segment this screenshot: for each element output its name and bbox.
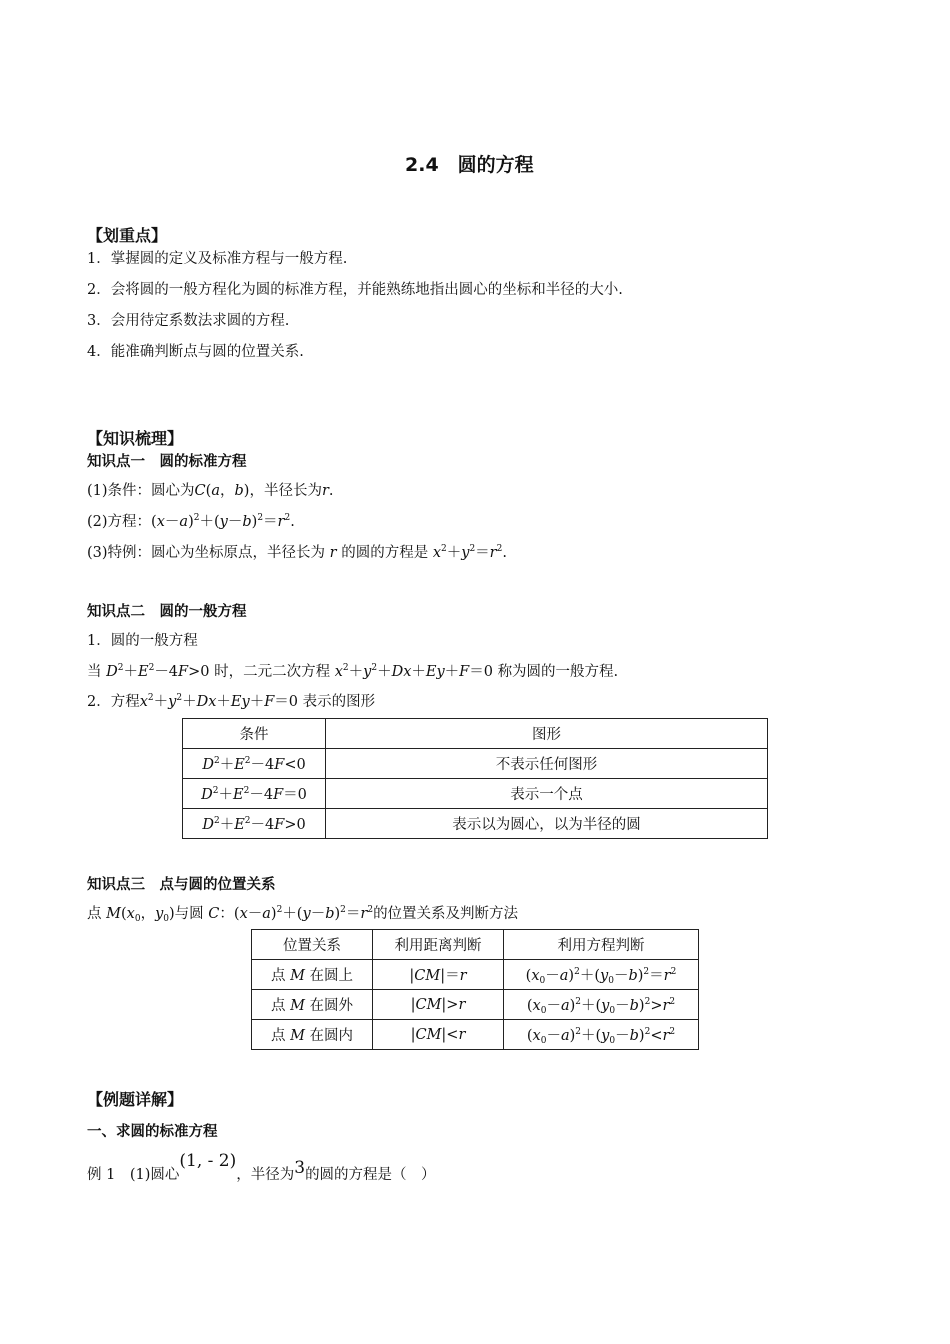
equation-cell: $(x_0-a)^2+(y_0-b)^2>r^2$ — [504, 990, 699, 1020]
table-row — [252, 960, 699, 990]
key-point-4: 4．能准确判断点与圆的位置关系. — [87, 344, 304, 360]
header-cell: 图形 — [326, 719, 768, 749]
kp1-special — [87, 541, 507, 562]
header-cell: 条件 — [183, 719, 326, 749]
example-label: 例 1 (1)圆心 — [87, 1167, 180, 1183]
kp2-line-mid: 时，二元二次方程 — [214, 664, 331, 680]
example-1-line — [87, 1151, 436, 1184]
table-row — [183, 779, 768, 809]
kp2-line-suffix: 称为圆的一般方程. — [497, 664, 619, 680]
key-points-heading: 【划重点】 — [87, 226, 168, 245]
header-cell: 利用方程判断 — [504, 930, 699, 960]
example-center: (1, - 2) — [179, 1151, 237, 1171]
equation-cell: $(x_0-a)^2+(y_0-b)^2<r^2$ — [504, 1020, 699, 1050]
kp2-sub2-formula: $x^2+y^2+Dx+Ey+F=0$ — [139, 693, 303, 710]
knowledge-heading: 【知识梳理】 — [87, 429, 184, 448]
examples-subheading: 一、求圆的标准方程 — [87, 1124, 218, 1140]
kp2-table — [182, 718, 768, 839]
kp1-special-prefix: (3)特例：圆心为坐标原点，半径长为 — [87, 545, 326, 561]
kp2-title: 知识点二 圆的一般方程 — [87, 604, 247, 620]
kp1-eq-formula: $(x-a)^2+(y-b)^2=r^2$. — [151, 513, 295, 530]
kp1-special-mid: 的圆的方程是 — [341, 545, 429, 561]
kp1-condition — [87, 479, 334, 500]
kp3-point-formula: $M(x_0$，$y_0$) — [106, 906, 175, 924]
examples-heading: 【例题详解】 — [87, 1090, 184, 1109]
table-row — [252, 1020, 699, 1050]
example-mid: ，半径为 — [236, 1167, 295, 1183]
header-cell: 利用距离判断 — [373, 930, 504, 960]
kp1-radius-formula: r. — [321, 483, 334, 499]
kp3-title: 知识点三 点与圆的位置关系 — [87, 877, 276, 893]
condition-cell: $D^2+E^2-4F=0$ — [183, 779, 326, 809]
kp2-sub2-suffix: 表示的图形 — [302, 694, 376, 710]
kp2-condition-formula: $D^2+E^2-4F>0$ — [106, 663, 215, 680]
kp2-general-formula: $x^2+y^2+Dx+Ey+F=0$ — [334, 663, 498, 680]
shape-cell: 不表示任何图形 — [326, 749, 768, 779]
position-cell: 点 M 在圆内 — [252, 1020, 373, 1050]
kp2-general-line — [87, 660, 618, 681]
key-point-3: 3．会用待定系数法求圆的方程. — [87, 313, 290, 329]
header-cell: 位置关系 — [252, 930, 373, 960]
equation-cell: $(x_0-a)^2+(y_0-b)^2=r^2$ — [504, 960, 699, 990]
kp1-equation — [87, 510, 295, 531]
table-row — [252, 990, 699, 1020]
kp3-table — [251, 929, 699, 1050]
kp1-eq-prefix: (2)方程： — [87, 514, 152, 530]
kp1-title: 知识点一 圆的标准方程 — [87, 454, 247, 470]
position-cell: 点 M 在圆上 — [252, 960, 373, 990]
table-header-row — [252, 930, 699, 960]
condition-cell: $D^2+E^2-4F>0$ — [183, 809, 326, 839]
distance-cell: |CM|>r — [373, 990, 504, 1020]
kp3-intro-c: 的位置关系及判断方法 — [373, 906, 519, 922]
kp3-circle-formula: C：$(x-a)^2+(y-b)^2=r^2$ — [208, 905, 374, 922]
table-row — [183, 809, 768, 839]
kp1-center-formula: C(a，b) — [194, 483, 250, 499]
example-suffix: 的圆的方程是（ ） — [305, 1167, 436, 1183]
kp1-cond-suffix: ，半径长为 — [249, 483, 322, 499]
page-title: 2.4 圆的方程 — [405, 154, 534, 176]
shape-cell: 表示一个点 — [326, 779, 768, 809]
table-header-row — [183, 719, 768, 749]
distance-cell: |CM|＝r — [373, 960, 504, 990]
kp2-line-prefix: 当 — [87, 664, 102, 680]
example-radius: 3 — [294, 1158, 306, 1178]
position-cell: 点 M 在圆外 — [252, 990, 373, 1020]
kp1-cond-prefix: (1)条件：圆心为 — [87, 483, 195, 499]
key-point-2: 2．会将圆的一般方程化为圆的标准方程，并能熟练地指出圆心的坐标和半径的大小. — [87, 282, 623, 298]
shape-cell: 表示以为圆心，以为半径的圆 — [326, 809, 768, 839]
kp2-sub1: 1．圆的一般方程 — [87, 633, 198, 649]
kp1-special-formula: $x^2+y^2=r^2$. — [432, 544, 507, 561]
condition-cell: $D^2+E^2-4F<0$ — [183, 749, 326, 779]
kp3-intro — [87, 902, 518, 923]
kp3-intro-a: 点 — [87, 906, 102, 922]
kp2-sub2-prefix: 2．方程 — [87, 694, 140, 710]
kp3-intro-b: 与圆 — [174, 906, 204, 922]
kp2-sub2 — [87, 690, 375, 711]
key-point-1: 1．掌握圆的定义及标准方程与一般方程. — [87, 251, 348, 267]
distance-cell: |CM|<r — [373, 1020, 504, 1050]
kp1-special-r: r — [329, 545, 337, 561]
table-row — [183, 749, 768, 779]
